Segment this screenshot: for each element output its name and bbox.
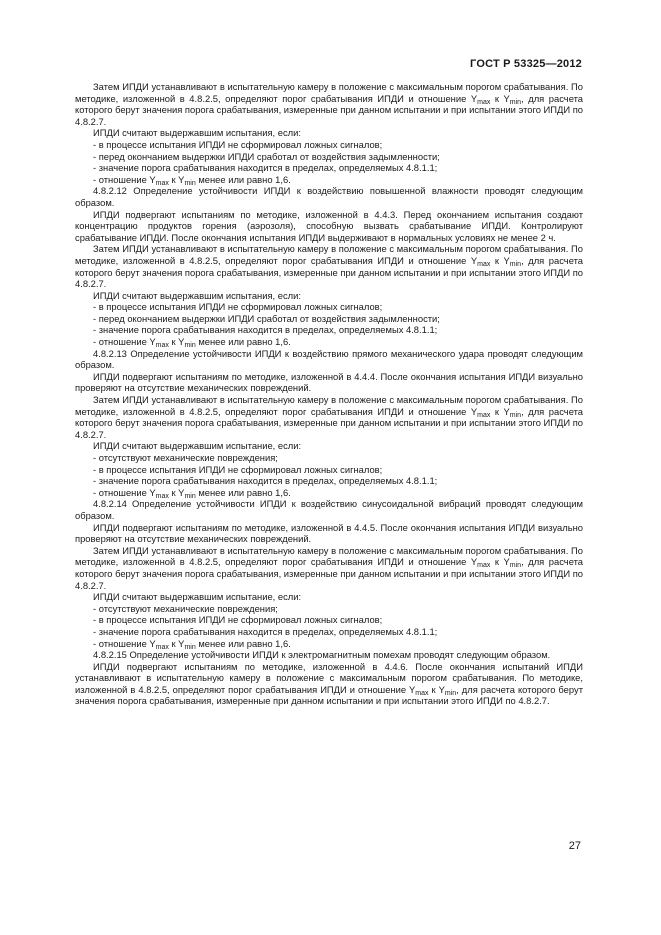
paragraph: - в процессе испытания ИПДИ не сформировал ложных сигналов; xyxy=(93,463,383,475)
paragraph: ИПДИ подвергают испытаниям по методике, изложенной в 4.4.3. Перед окончанием испытания создают концентрацию продуктов горения (аэрозоля), способную вызвать срабатывание ИПДИ. Контролируют срабатывание ИПДИ. После окончания испытания ИПДИ выдерживают в нормальных условиях не менее 2 ч. xyxy=(75,208,583,243)
paragraph: ИПДИ подвергают испытаниям по методике, изложенной в 4.4.6. После окончания испытаний ИПДИ устанавливают в испытательную камеру в положение с максимальным порогом срабатывания. По методике, изложенной в 4.8.2.5, определяют порог срабатывания ИПДИ и отношение $Y_{max}$ к $Y_{min}$, для расчета которого берут значения порога срабатывания, измеренные при данном испытании и при испытании этого ИПДИ по 4.8.2.7. xyxy=(75,660,583,707)
paragraph: Затем ИПДИ устанавливают в испытательную камеру в положение с максимальным порогом срабатывания. По методике, изложенной в 4.8.2.5, определяют порог срабатывания ИПДИ и отношение $Y_{max}$ к $Y_{min}$, для расчета которого берут значения порога срабатывания, измеренные при данном испытании и при испытании этого ИПДИ по 4.8.2.7. xyxy=(75,81,583,127)
paragraph: - отношение $Y_{max}$ к $Y_{min}$ менее или равно 1,6. xyxy=(93,336,291,350)
paragraph: ИПДИ считают выдержавшим испытание, если: xyxy=(93,440,302,452)
paragraph: - отношение $Y_{max}$ к $Y_{min}$ менее или равно 1,6. xyxy=(93,173,291,187)
paragraph: - отсутствуют механические повреждения; xyxy=(93,602,278,614)
paragraph: - значение порога срабатывания находится в пределах, определяемых 4.8.1.1; xyxy=(93,162,438,174)
paragraph: - в процессе испытания ИПДИ не сформировал ложных сигналов; xyxy=(93,138,383,150)
paragraph: - значение порога срабатывания находится в пределах, определяемых 4.8.1.1; xyxy=(93,324,438,336)
paragraph: - значение порога срабатывания находится в пределах, определяемых 4.8.1.1; xyxy=(93,475,438,487)
paragraph: ИПДИ подвергают испытаниям по методике, изложенной в 4.4.5. После окончания испытания ИПДИ визуально проверяют на отсутствие механических повреждений. xyxy=(75,521,583,545)
paragraph: 4.8.2.12 Определение устойчивости ИПДИ к воздействию повышенной влажности проводят следующим образом. xyxy=(75,185,583,208)
paragraph: ИПДИ считают выдержавшим испытания, если: xyxy=(93,289,301,301)
paragraph: ИПДИ считают выдержавшим испытание, если: xyxy=(93,591,302,603)
page-number: 27 xyxy=(568,840,581,852)
document-body xyxy=(75,81,583,707)
paragraph: - в процессе испытания ИПДИ не сформировал ложных сигналов; xyxy=(93,614,383,626)
paragraph: 4.8.2.15 Определение устойчивости ИПДИ к электромагнитным помехам проводят следующим образом. xyxy=(93,649,551,661)
paragraph: 4.8.2.14 Определение устойчивости ИПДИ к воздействию синусоидальной вибраций проводят следующим образом. xyxy=(75,498,583,521)
paragraph: - отношение $Y_{max}$ к $Y_{min}$ менее или равно 1,6. xyxy=(93,486,291,500)
paragraph: ИПДИ считают выдержавшим испытания, если: xyxy=(93,127,301,139)
paragraph: - перед окончанием выдержки ИПДИ сработал от воздействия задымленности; xyxy=(93,150,440,162)
paragraph: - отсутствуют механические повреждения; xyxy=(93,452,278,463)
paragraph: Затем ИПДИ устанавливают в испытательную камеру в положение с максимальным порогом срабатывания. По методике, изложенной в 4.8.2.5, определяют порог срабатывания ИПДИ и отношение $Y_{max}$ к $Y_{min}$, для расчета которого берут значения порога срабатывания, измеренные при данном испытании и при испытании этого ИПДИ по 4.8.2.7. xyxy=(75,243,583,290)
paragraph: - значение порога срабатывания находится в пределах, определяемых 4.8.1.1; xyxy=(93,625,438,637)
paragraph: ИПДИ подвергают испытаниям по методике, изложенной в 4.4.4. После окончания испытания ИПДИ визуально проверяют на отсутствие механических повреждений. xyxy=(75,370,583,394)
paragraph: - перед окончанием выдержки ИПДИ сработал от воздействия задымленности; xyxy=(93,312,440,324)
paragraph: - в процессе испытания ИПДИ не сформировал ложных сигналов; xyxy=(93,301,383,313)
paragraph: 4.8.2.13 Определение устойчивости ИПДИ к воздействию прямого механического удара проводят следующим образом. xyxy=(75,347,583,371)
paragraph: - отношение $Y_{max}$ к $Y_{min}$ менее или равно 1,6. xyxy=(93,637,291,651)
document-header: ГОСТ Р 53325—2012 xyxy=(470,58,582,70)
paragraph: Затем ИПДИ устанавливают в испытательную камеру в положение с максимальным порогом срабатывания. По методике, изложенной в 4.8.2.5, определяют порог срабатывания ИПДИ и отношение $Y_{max}$ к $Y_{min}$, для расчета которого берут значения порога срабатывания, измеренные при данном испытании и при испытании этого ИПДИ по 4.8.2.7. xyxy=(75,394,583,440)
paragraph: Затем ИПДИ устанавливают в испытательную камеру в положение с максимальным порогом срабатывания. По методике, изложенной в 4.8.2.5, определяют порог срабатывания ИПДИ и отношение $Y_{max}$ к $Y_{min}$, для расчета которого берут значения порога срабатывания, измеренные при данном испытании и при испытании этого ИПДИ по 4.8.2.7. xyxy=(75,544,583,591)
